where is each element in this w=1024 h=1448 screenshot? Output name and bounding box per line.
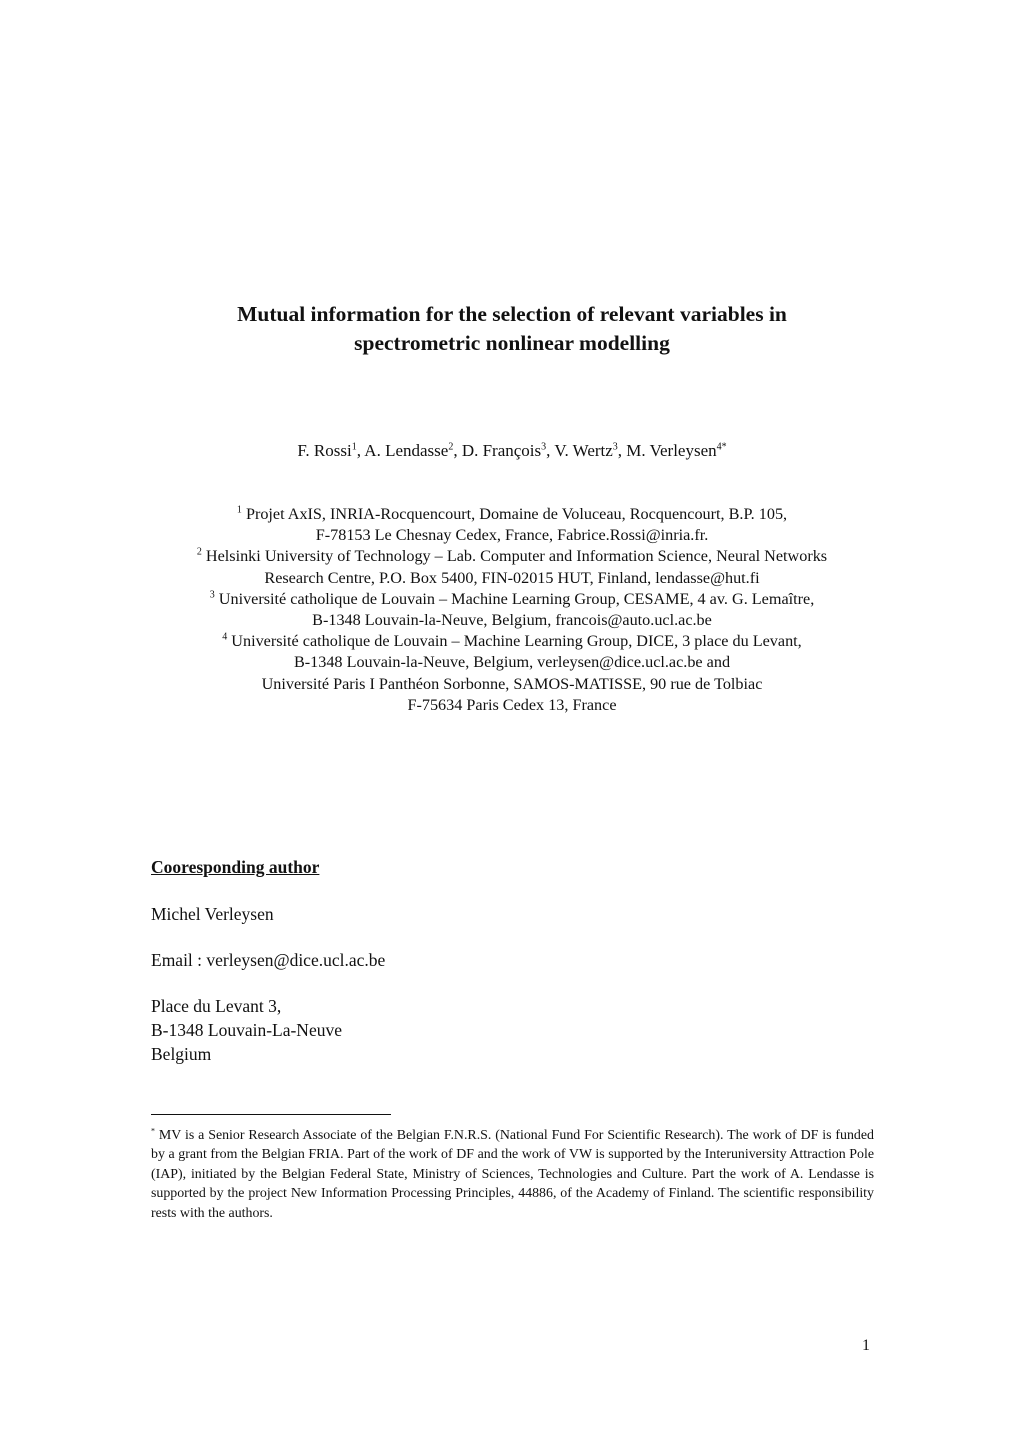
affiliation-text: Université catholique de Louvain – Machine Learning Group, DICE, 3 place du Levant,	[231, 632, 802, 651]
corresponding-author-name: Michel Verleysen	[151, 904, 274, 924]
footnote-divider	[151, 1114, 391, 1115]
author-list	[0, 440, 1024, 462]
author-separator: ,	[356, 441, 365, 460]
address-line: Place du Levant 3,	[151, 996, 282, 1016]
affiliation-marker: 4	[222, 631, 228, 643]
paper-title	[0, 300, 1024, 358]
affiliation-marker: 3	[209, 589, 215, 601]
affiliation-1-line-2: F-78153 Le Chesnay Cedex, France, Fabrice.Rossi@inria.fr.	[315, 526, 709, 545]
corresponding-author-heading: Cooresponding author	[151, 857, 320, 877]
title-line-1: Mutual information for the selection of relevant variables in	[237, 302, 787, 326]
author-affil-marker: 3	[541, 441, 547, 453]
affiliation-marker: 1	[236, 504, 242, 516]
author-name: M. Verleysen	[626, 441, 717, 460]
page-number: 1	[862, 1337, 870, 1354]
affiliation-4-line-1	[0, 631, 1024, 652]
affiliation-text: Helsinki University of Technology – Lab. Computer and Information Science, Neural Networks	[205, 547, 828, 566]
author-name: F. Rossi	[297, 441, 352, 460]
author-name: V. Wertz	[554, 441, 613, 460]
author-separator: ,	[617, 441, 627, 460]
footnote-marker: *	[151, 1126, 155, 1136]
affiliation-4-line-4: F-75634 Paris Cedex 13, France	[407, 695, 617, 714]
title-line-2: spectrometric nonlinear modelling	[354, 331, 670, 355]
address-line: Belgium	[151, 1044, 212, 1064]
author-affil-marker: 4*	[716, 441, 727, 453]
author-name: A. Lendasse	[364, 441, 449, 460]
author-affil-marker: 2	[448, 441, 454, 453]
author-affil-marker: 3	[612, 441, 618, 453]
affiliation-4-line-2: B-1348 Louvain-la-Neuve, Belgium, verleysen@dice.ucl.ac.be and	[293, 653, 731, 672]
author-separator: ,	[453, 441, 462, 460]
affiliation-2-line-2: Research Centre, P.O. Box 5400, FIN-02015 HUT, Finland, lendasse@hut.fi	[264, 568, 760, 587]
corresponding-author-email: Email : verleysen@dice.ucl.ac.be	[151, 950, 386, 970]
affiliation-text: Projet AxIS, INRIA-Rocquencourt, Domaine de Voluceau, Rocquencourt, B.P. 105,	[245, 505, 788, 523]
author-name: D. François	[461, 441, 542, 460]
affiliation-text: Université catholique de Louvain – Machine Learning Group, CESAME, 4 av. G. Lemaître,	[218, 589, 815, 608]
address-line: B-1348 Louvain-La-Neuve	[151, 1020, 342, 1040]
author-affil-marker: 1	[351, 441, 357, 453]
affiliation-3-line-1	[0, 589, 1024, 610]
affiliation-4-line-3: Université Paris I Panthéon Sorbonne, SAMOS-MATISSE, 90 rue de Tolbiac	[261, 674, 763, 693]
footnote-text: MV is a Senior Research Associate of the Belgian F.N.R.S. (National Fund For Scientific Research). The work of DF is funded by a grant from the Belgian FRIA. Part of the work of DF and the work of VW is supported by the Interuniversity Attraction Pole (IAP), initiated by the Belgian Federal State, Ministry of Sciences, Technologies and Culture. Part the work of A. Lendasse is supported by the project New Information Processing Principles, 44886, of the Academy of Finland. The scientific responsibility rests with the authors.	[151, 1128, 874, 1221]
affiliations	[0, 504, 1024, 716]
affiliation-3-line-2: B-1348 Louvain-la-Neuve, Belgium, francois@auto.ucl.ac.be	[312, 611, 712, 630]
affiliation-1-line-1	[0, 504, 1024, 525]
affiliation-2-line-1	[0, 546, 1024, 567]
affiliation-marker: 2	[196, 547, 202, 559]
author-separator: ,	[546, 441, 555, 460]
footnote	[151, 1126, 874, 1223]
corresponding-author-address	[151, 994, 342, 1066]
